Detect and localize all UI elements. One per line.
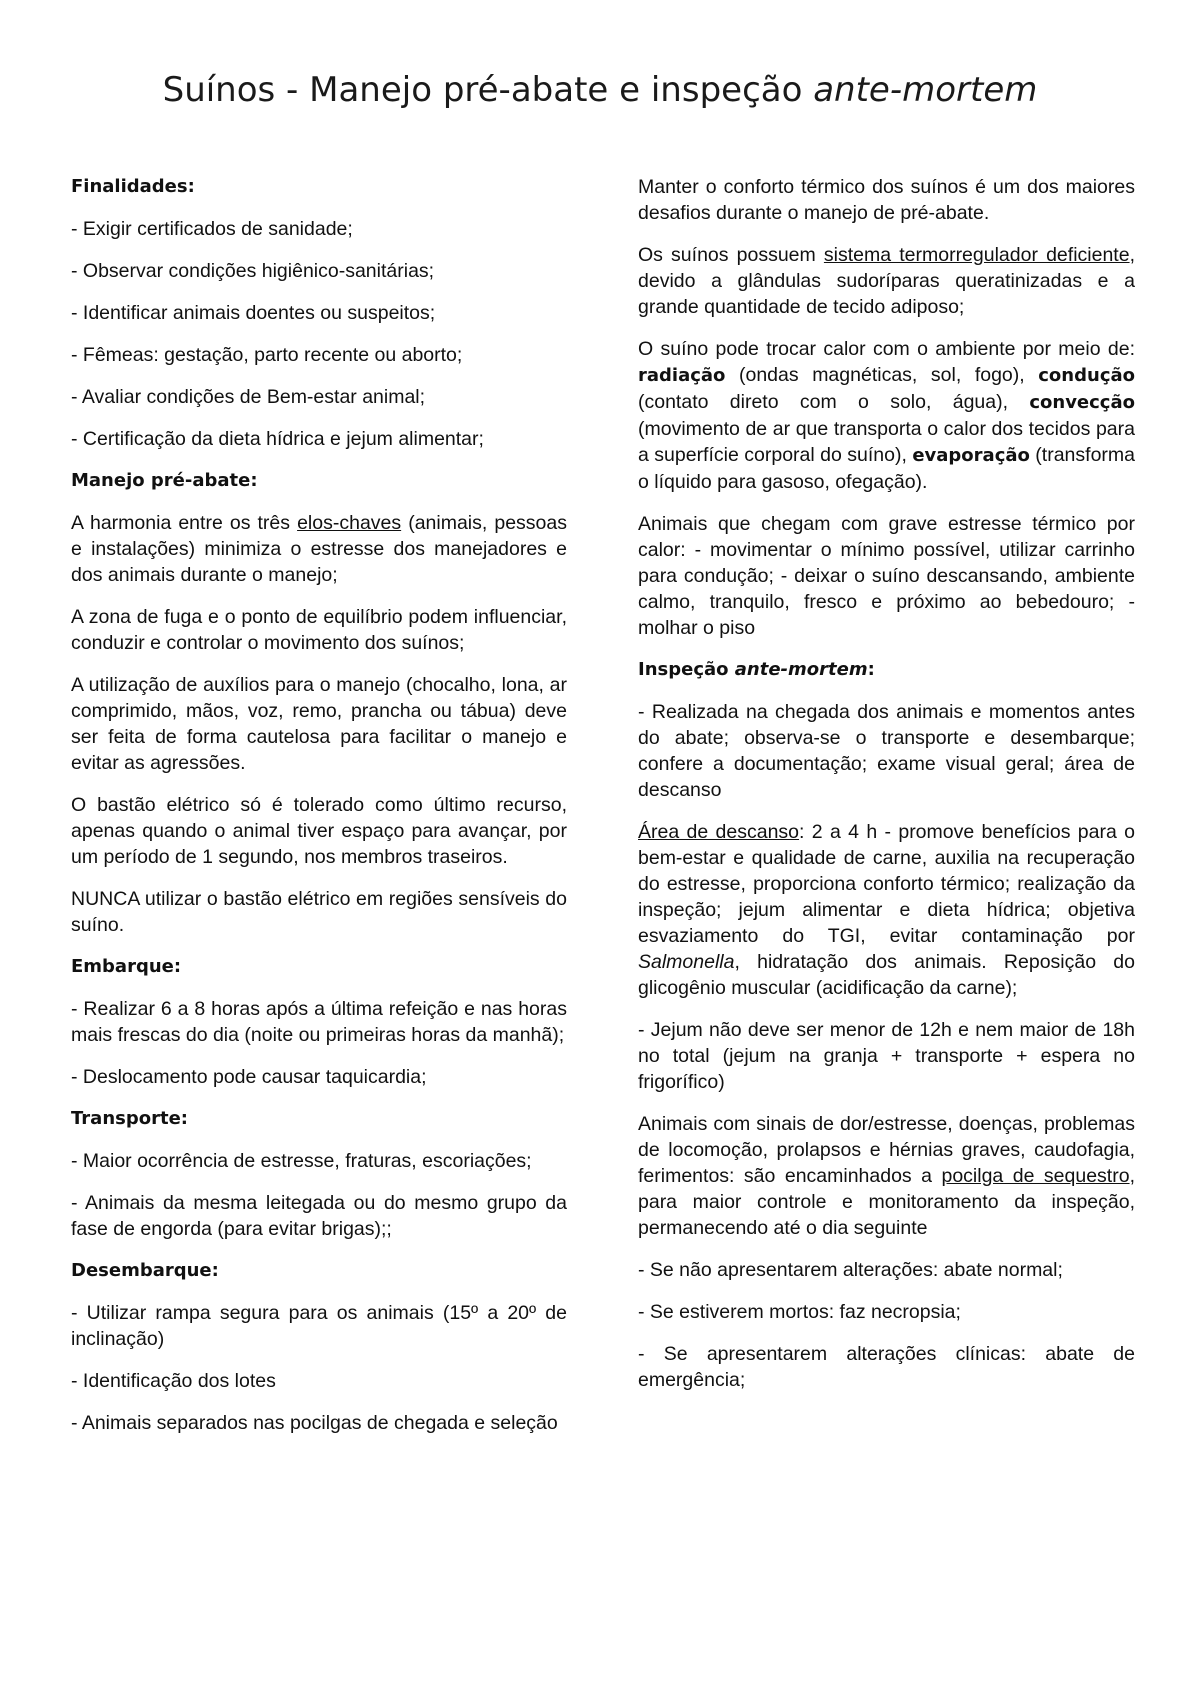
paragraph: - Identificação dos lotes xyxy=(71,1370,276,1392)
paragraph: - Jejum não deve ser menor de 12h e nem maior de 18h no total (jejum na granja + transporte + espera no frigorífico) xyxy=(638,1019,1135,1093)
underlined-term: Área de descanso xyxy=(638,821,800,843)
paragraph xyxy=(638,1111,1135,1241)
heading-transporte: Transporte: xyxy=(71,1108,188,1129)
paragraph: - Animais separados nas pocilgas de chegada e seleção xyxy=(71,1412,558,1434)
underlined-term: elos-chaves xyxy=(297,512,402,534)
text-run: (ondas magnéticas, sol, fogo), xyxy=(725,364,1039,386)
text-run: , hidratação dos animais. Reposição do glicogênio muscular (acidificação da carne); xyxy=(638,951,1135,999)
text-run: (transforma o líquido para gasoso, ofegação). xyxy=(638,444,1136,493)
bold-term: evaporação xyxy=(912,445,1030,466)
paragraph: - Utilizar rampa segura para os animais (15º a 20º de inclinação) xyxy=(71,1302,567,1350)
right-column xyxy=(638,174,1135,1409)
paragraph: - Deslocamento pode causar taquicardia; xyxy=(71,1066,427,1088)
paragraph xyxy=(638,336,1135,495)
paragraph xyxy=(638,819,1135,1001)
underlined-term: sistema termorregulador deficiente xyxy=(823,244,1130,266)
underlined-term: pocilga de sequestro xyxy=(941,1165,1130,1187)
heading-manejo: Manejo pré-abate: xyxy=(71,470,258,491)
text-run: : xyxy=(867,659,875,680)
text-run: : 2 a 4 h - promove benefícios para o bem-estar e qualidade de carne, auxilia na recuperação do estresse, proporciona conforto térmico; realização da inspeção; jejum alimentar e dieta hídrica; objetiva esvaziamento do TGI, evitar contaminação por xyxy=(638,821,1135,947)
text-run: (movimento de ar que transporta o calor dos tecidos para a superfície corporal do suíno), xyxy=(638,418,1135,466)
page-title xyxy=(0,66,1200,114)
left-column xyxy=(71,174,567,1452)
italic-term: Salmonella xyxy=(638,951,735,973)
text-run: Os suínos possuem xyxy=(638,244,824,266)
paragraph: - Maior ocorrência de estresse, fraturas, escoriações; xyxy=(71,1150,532,1172)
paragraph: A utilização de auxílios para o manejo (chocalho, lona, ar comprimido, mãos, voz, remo, prancha ou tábua) deve ser feita de forma cautelosa para facilitar o manejo e evitar as agressões. xyxy=(71,674,567,774)
list-item: - Certificação da dieta hídrica e jejum alimentar; xyxy=(71,428,484,450)
paragraph: - Se estiverem mortos: faz necropsia; xyxy=(638,1301,961,1323)
paragraph: O bastão elétrico só é tolerado como último recurso, apenas quando o animal tiver espaço para avançar, por um período de 1 segundo, nos membros traseiros. xyxy=(71,794,567,868)
text-run: (animais, pessoas e instalações) minimiza o estresse dos manejadores e dos animais durante o manejo; xyxy=(71,512,567,586)
paragraph: Manter o conforto térmico dos suínos é um dos maiores desafios durante o manejo de pré-abate. xyxy=(638,176,1135,224)
bold-term: radiação xyxy=(638,365,726,386)
paragraph: Animais que chegam com grave estresse térmico por calor: - movimentar o mínimo possível, utilizar carrinho para condução; - deixar o suíno descansando, ambiente calmo, tranquilo, fresco e próximo ao bebedouro; - molhar o piso xyxy=(638,513,1135,639)
list-item: - Avaliar condições de Bem-estar animal; xyxy=(71,386,426,408)
bold-term: convecção xyxy=(1029,392,1135,413)
heading-finalidades: Finalidades: xyxy=(71,176,195,197)
paragraph xyxy=(71,510,567,588)
italic-term: ante-mortem xyxy=(734,659,868,680)
text-run: (contato direto com o solo, água), xyxy=(638,391,1030,413)
heading-inspecao xyxy=(638,657,1135,683)
list-item: - Exigir certificados de sanidade; xyxy=(71,218,353,240)
list-item: - Fêmeas: gestação, parto recente ou aborto; xyxy=(71,344,463,366)
text-run: Animais com sinais de dor/estresse, doenças, problemas de locomoção, prolapsos e hérnias graves, caudofagia, ferimentos: são encaminhados a xyxy=(638,1113,1135,1187)
paragraph xyxy=(638,242,1135,320)
paragraph: - Realizada na chegada dos animais e momentos antes do abate; observa-se o transporte e desembarque; confere a documentação; exame visual geral; área de descanso xyxy=(638,701,1135,801)
paragraph: - Realizar 6 a 8 horas após a última refeição e nas horas mais frescas do dia (noite ou primeiras horas da manhã); xyxy=(71,998,567,1046)
list-item: - Identificar animais doentes ou suspeitos; xyxy=(71,302,436,324)
list-item: - Observar condições higiênico-sanitárias; xyxy=(71,260,435,282)
text-run: , devido a glândulas sudoríparas queratinizadas e a grande quantidade de tecido adiposo; xyxy=(638,244,1135,318)
text-run: O suíno pode trocar calor com o ambiente por meio de: xyxy=(638,338,1135,360)
text-run: , para maior controle e monitoramento da inspeção, permanecendo até o dia seguinte xyxy=(638,1165,1135,1239)
paragraph: NUNCA utilizar o bastão elétrico em regiões sensíveis do suíno. xyxy=(71,888,567,936)
text-run: Inspeção xyxy=(638,659,735,680)
text-run: A harmonia entre os três xyxy=(71,512,298,534)
paragraph: A zona de fuga e o ponto de equilíbrio podem influenciar, conduzir e controlar o movimento dos suínos; xyxy=(71,606,567,654)
paragraph: - Animais da mesma leitegada ou do mesmo grupo da fase de engorda (para evitar brigas);; xyxy=(71,1192,567,1240)
heading-embarque: Embarque: xyxy=(71,956,182,977)
title-italic: ante-mortem xyxy=(813,70,1038,110)
paragraph: - Se apresentarem alterações clínicas: abate de emergência; xyxy=(638,1343,1135,1391)
bold-term: condução xyxy=(1038,365,1135,386)
title-main: Suínos - Manejo pré-abate e inspeção xyxy=(162,70,814,110)
paragraph: - Se não apresentarem alterações: abate normal; xyxy=(638,1259,1063,1281)
heading-desembarque: Desembarque: xyxy=(71,1260,219,1281)
